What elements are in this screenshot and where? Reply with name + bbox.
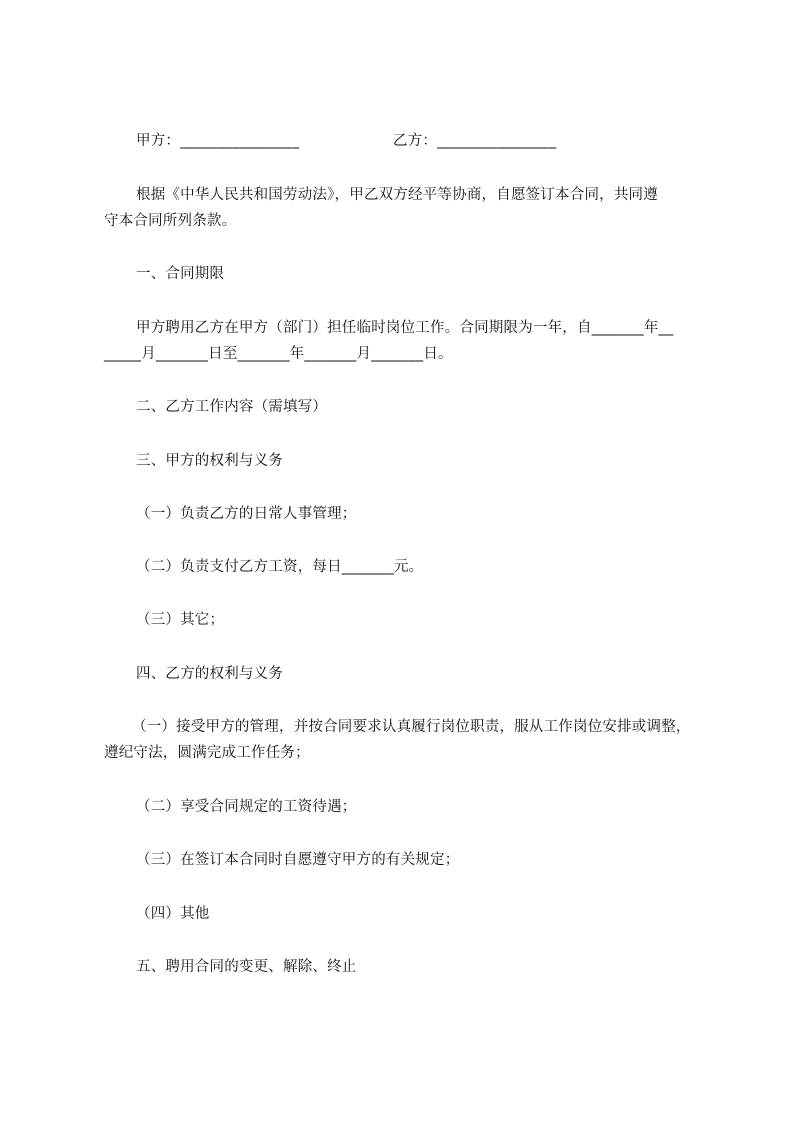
section-4-item-1-line-1: （一）接受甲方的管理，并按合同要求认真履行岗位职责，服从工作岗位安排或调整，: [132, 719, 691, 735]
party-b-field: 乙方：________________: [393, 133, 557, 149]
section-3-title: 三、甲方的权利与义务: [136, 453, 283, 469]
section-3-item-1: （一）负责乙方的日常人事管理；: [136, 506, 357, 522]
section-1-line-2: _____月_______日至_______年_______月_______日。: [104, 346, 453, 362]
section-4-item-2: （二）享受合同规定的工资待遇；: [136, 799, 357, 815]
section-3-item-3: （三）其它；: [136, 612, 225, 628]
section-4-item-3: （三）在签订本合同时自愿遵守甲方的有关规定；: [136, 852, 460, 868]
section-1-title: 一、合同期限: [136, 266, 225, 282]
section-1-line-1: 甲方聘用乙方在甲方（部门）担任临时岗位工作。合同期限为一年，自_______年__: [136, 320, 674, 336]
section-4-item-1-line-2: 遵纪守法，圆满完成工作任务；: [104, 745, 310, 761]
section-3-item-2: （二）负责支付乙方工资，每日_______元。: [136, 559, 424, 575]
party-a-field: 甲方：________________: [136, 133, 300, 149]
intro-line-2: 守本合同所列条款。: [104, 213, 237, 229]
section-4-item-4: （四）其他: [136, 906, 210, 922]
section-5-title: 五、聘用合同的变更、解除、终止: [136, 959, 357, 975]
intro-line-1: 根据《中华人民共和国劳动法》，甲乙双方经平等协商，自愿签订本合同，共同遵: [136, 187, 658, 203]
section-2-title: 二、乙方工作内容（需填写）: [136, 399, 328, 415]
section-4-title: 四、乙方的权利与义务: [136, 666, 283, 682]
